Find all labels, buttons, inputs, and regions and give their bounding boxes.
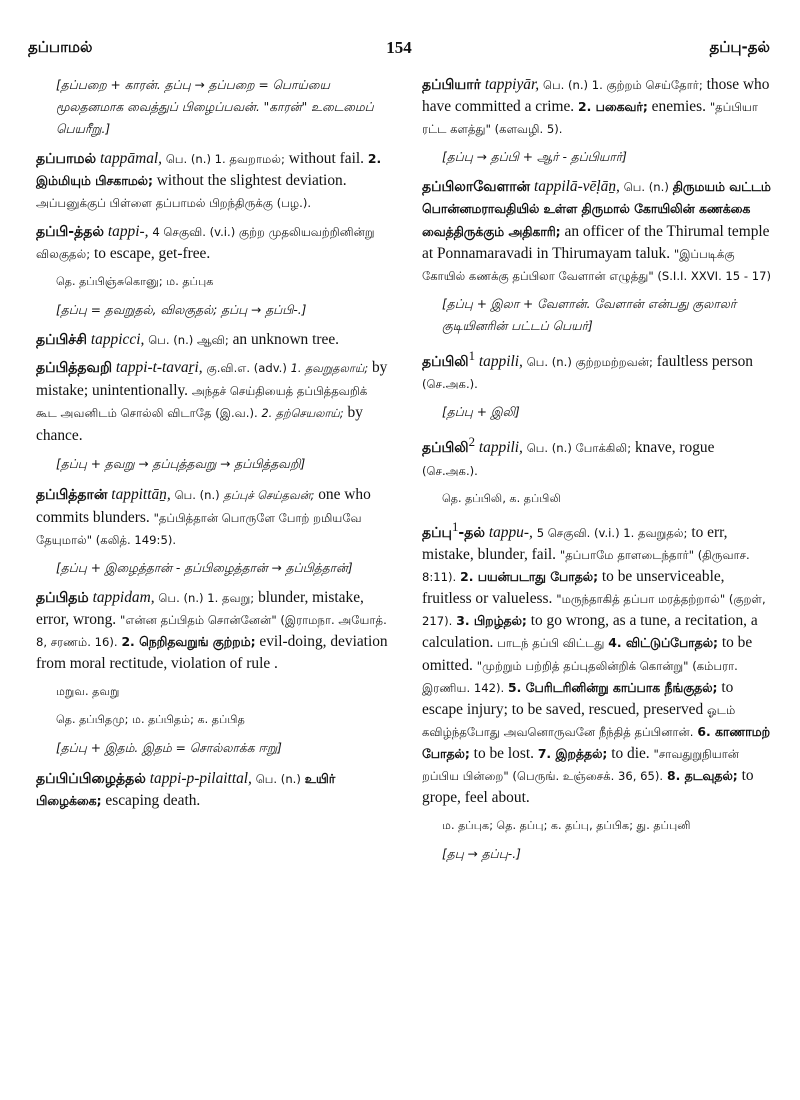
etymology: [தப்பு + இலி] — [442, 405, 520, 420]
grammar-label: பெ. (n.) — [255, 771, 301, 786]
transliteration: tappu-, — [488, 523, 533, 541]
headword: தப்பிலி — [422, 354, 469, 371]
grammar-and-gloss: பெ. (n.) 1. தவறாமல்; — [165, 152, 285, 167]
english-gloss: enemies. — [651, 98, 706, 116]
dictionary-entry — [36, 221, 388, 265]
transliteration: tappili, — [478, 439, 523, 457]
synonym: மறுவ. தவறு — [56, 685, 120, 699]
dictionary-entry — [422, 176, 774, 286]
english-gloss: evil-doing, deviation from moral rectitude, violation of rule . — [36, 633, 388, 673]
transliteration: tappili, — [478, 353, 523, 371]
grammar-label: பெ. (n.) — [623, 180, 669, 195]
dictionary-entry — [422, 431, 774, 481]
headword: தப்பிலி — [422, 440, 469, 457]
homonym-number: 1 — [451, 519, 459, 534]
etymology: [தப்பறை + காரன். தப்பு → தப்பறை = பொய்யை மூலதனமாக வைத்துப் பிழைப்பவன். "காரன்" உடைமைப் பெயரீறு.] — [56, 78, 374, 137]
page-number: 154 — [386, 38, 412, 57]
grammar-and-gloss: பெ. (n.) 1. தவறு; — [158, 590, 255, 605]
etymology: [தப்பு → தப்பி + ஆர் - தப்பியார்] — [442, 150, 627, 165]
english-gloss: faultless person — [656, 353, 753, 371]
usage-example: "தப்பித்தான் பொருளே போற் றமியவே தேயுமால்" (கலித். 149:5). — [36, 510, 362, 547]
header-right-guideword: தப்பு-தல் — [709, 38, 770, 56]
english-gloss: an unknown tree. — [232, 330, 340, 348]
transliteration: tappiyār, — [484, 76, 540, 93]
usage-example: ஓடம் கவிழ்ந்தபோது அவனொருவனே நீந்தித் தப்பினான். — [422, 702, 736, 739]
headword: தப்பிலாவேளான் — [422, 179, 531, 196]
transliteration: tappi-t-tavaṟi, — [115, 359, 203, 377]
transliteration: tappilā-vēḷāṉ, — [533, 178, 620, 196]
transliteration: tappi-p-pilaittal, — [149, 769, 252, 787]
sense-gloss: தப்புச் செய்தவன்; — [223, 488, 315, 502]
headword: தப்பிப்பிழைத்தல் — [36, 770, 146, 787]
headword: தப்பித்தவறி — [36, 360, 112, 377]
sense-gloss: 2. நெறிதவறுங் குற்றம்; — [121, 634, 256, 650]
dictionary-entry — [36, 587, 388, 675]
right-column — [422, 74, 774, 873]
english-gloss: to die. — [611, 744, 650, 762]
sense-gloss: 2. பயன்படாது போதல்; — [460, 569, 599, 585]
etymology: [தப்பு + இதம். இதம் = சொல்லாக்க ஈறு] — [56, 741, 282, 756]
headword: தப்பிச்சி — [36, 331, 88, 348]
dictionary-entry — [36, 329, 388, 351]
english-gloss: to err, mistake, blunder, fail. — [422, 523, 728, 564]
sense-gloss: 3. பிறழ்தல்; — [456, 613, 527, 629]
etymology: [தப்பு + இழைத்தான் - தப்பிழைத்தான் → தப்பித்தான்] — [56, 560, 353, 575]
english-gloss: to be unserviceable, fruitless or valueless. — [422, 568, 725, 608]
dictionary-entry — [36, 484, 388, 551]
english-gloss: by mistake; unintentionally. — [36, 359, 388, 400]
dictionary-entry — [36, 357, 388, 447]
etymology: [தபு → தப்பு-.] — [442, 847, 521, 862]
sense-gloss: 4. விட்டுப்போதல்; — [608, 635, 718, 651]
headword: தப்பியார் — [422, 77, 481, 93]
usage-example: "என்ன தப்பிதம் சொன்னேன்" (இராமநா. அயோத். 8, சரணம். 16). — [36, 612, 387, 650]
sense-gloss: திருமயம் வட்டம் பொன்னமராவதியில் உள்ள திருமால் கோயிலின் கணக்கை வைத்திருக்கும் அதிகாரி; — [422, 179, 771, 239]
english-gloss: blunder, mistake, error, wrong. — [36, 588, 364, 628]
cognates: தெ. தப்பிலி, க. தப்பிலி — [442, 491, 561, 505]
dictionary-entry — [36, 148, 388, 214]
etymology: [தப்பு + இலா + வேளான். வேளான் என்பது குலாலர் குடியினரின் பட்டப் பெயர்] — [442, 296, 737, 333]
usage-example: பாடந் தப்பி விட்டது — [497, 636, 605, 651]
usage-example: "மருந்தாகித் தப்பா மரத்தற்றால்" (குறள், 217). — [422, 592, 766, 629]
left-column — [36, 74, 388, 818]
sense-gloss: 2. இம்மியும் பிசகாமல்; — [36, 151, 382, 189]
grammar-and-gloss: பெ. (n.) ஆவி; — [148, 332, 229, 347]
english-gloss: to be omitted. — [422, 634, 753, 674]
english-gloss: those who have committed a crime. — [422, 76, 770, 116]
sense-gloss: 7. இறத்தல்; — [537, 745, 608, 761]
transliteration: tappidam, — [92, 588, 155, 606]
english-gloss: one who commits blunders. — [36, 485, 371, 526]
cognates: தெ. தப்பிஞ்சுகொனு; ம. தப்புக — [56, 274, 214, 288]
usage-example: "முற்றும் பற்றித் தப்புதலின்றிக் கொன்று" (கம்பரா. இரணிய. 142). — [422, 658, 738, 695]
grammar-and-gloss: பெ. (n.) போக்கிலி; — [526, 441, 632, 456]
english-gloss: without the slightest deviation. — [156, 172, 347, 190]
english-gloss: by chance. — [36, 404, 363, 445]
source-reference: (செ.அக.). — [422, 377, 478, 392]
grammar-and-gloss: 4 செகுவி. (v.i.) குற்ற முதலியவற்றினின்று விலகுதல்; — [36, 224, 375, 261]
headword: தப்பாமல் — [36, 151, 97, 168]
etymology: [தப்பு = தவறுதல், விலகுதல்; தப்பு → தப்பி-.] — [56, 302, 307, 317]
headword-suffix: -தல் — [458, 524, 485, 541]
english-gloss: knave, rogue — [634, 439, 715, 457]
cognates: தெ. தப்பிதமு; ம. தப்பிதம்; க. தப்பித — [56, 713, 245, 727]
sense-gloss: 8. தடவுதல்; — [666, 768, 738, 783]
usage-example: அந்தச் செய்தியைத் தப்பித்தவறிக் கூட அவனிடம் சொல்லி விடாதே (இ.வ.). — [36, 384, 368, 421]
grammar-and-gloss: பெ. (n.) 1. குற்றம் செய்தோர்; — [542, 78, 703, 92]
usage-example: "சாவதுறுநியான் றப்பிய பின்றை" (பெருங். உஞ்சைக். 36, 65). — [422, 746, 740, 783]
english-gloss: to go wrong, as a tune, a recitation, a calculation. — [422, 612, 758, 652]
header-left-guideword: தப்பாமல் — [28, 38, 93, 56]
english-gloss: to be lost. — [473, 744, 534, 762]
transliteration: tappāmal, — [100, 150, 163, 168]
usage-example: அப்பனுக்குப் பிள்ளை தப்பாமல் பிறந்திருக்கு (பழ.). — [36, 196, 312, 211]
sense-gloss: 2. பகைவர்; — [578, 99, 648, 115]
grammar-and-gloss: 5 செகுவி. (v.i.) 1. தவறுதல்; — [536, 525, 688, 540]
source-reference: (செ.அக.). — [422, 463, 478, 478]
sense-gloss: உயிர் பிழைக்கை; — [36, 770, 336, 808]
dictionary-entry — [36, 768, 388, 812]
english-gloss: an officer of the Thirumal temple at Ponnamaravadi in Thirumayam taluk. — [422, 222, 770, 262]
transliteration: tappi-, — [107, 222, 149, 240]
headword: தப்பித்தான் — [36, 486, 108, 503]
headword: தப்பு — [422, 524, 452, 541]
sense-gloss: 6. காணாமற் போதல்; — [422, 723, 771, 761]
english-gloss: to escape injury; to be saved, rescued, preserved — [422, 678, 734, 718]
grammar-label: கு.வி.எ. (adv.) — [206, 361, 287, 376]
transliteration: tappittāṉ, — [111, 485, 171, 503]
sense-gloss: 2. தற்செயலாய்; — [261, 407, 344, 421]
usage-example: "இப்படிக்கு கோயில் கணக்கு தப்பிலா வேளான் எழுத்து" (S.I.I. XXVI. 15 - 17) — [422, 246, 772, 283]
headword: தப்பிதம் — [36, 589, 89, 606]
headword: தப்பி-த்தல் — [36, 223, 104, 240]
etymology: [தப்பு + தவறு → தப்புத்தவறு → தப்பித்தவறி] — [56, 457, 306, 472]
cognates: ம. தப்புக; தெ. தப்பு; க. தப்பு, தப்பிக; து. தப்புனி — [442, 819, 691, 833]
english-gloss: without fail. — [288, 150, 364, 168]
english-gloss: to grope, feel about. — [422, 767, 754, 807]
transliteration: tappicci, — [90, 330, 145, 348]
homonym-number: 1 — [468, 349, 475, 364]
grammar-and-gloss: பெ. (n.) குற்றமற்றவன்; — [526, 355, 653, 370]
english-gloss: escaping death. — [105, 791, 201, 809]
usage-example: "தப்பியா ரட்ட களத்து" (களவழி. 5). — [422, 100, 758, 137]
dictionary-entry — [422, 74, 774, 140]
dictionary-entry — [422, 345, 774, 395]
dictionary-entry — [422, 516, 774, 809]
usage-example: "தப்பாமே தாளடைந்தார்" (திருவாச. 8:11). — [422, 548, 750, 585]
sense-gloss: 1. தவறுதலாய்; — [290, 362, 369, 376]
english-gloss: to escape, get-free. — [94, 244, 211, 262]
grammar-label: பெ. (n.) — [174, 487, 220, 502]
homonym-number: 2 — [468, 435, 475, 450]
sense-gloss: 5. பேரிடரினின்று காப்பாக நீங்குதல்; — [508, 679, 718, 695]
page-header — [28, 38, 770, 64]
